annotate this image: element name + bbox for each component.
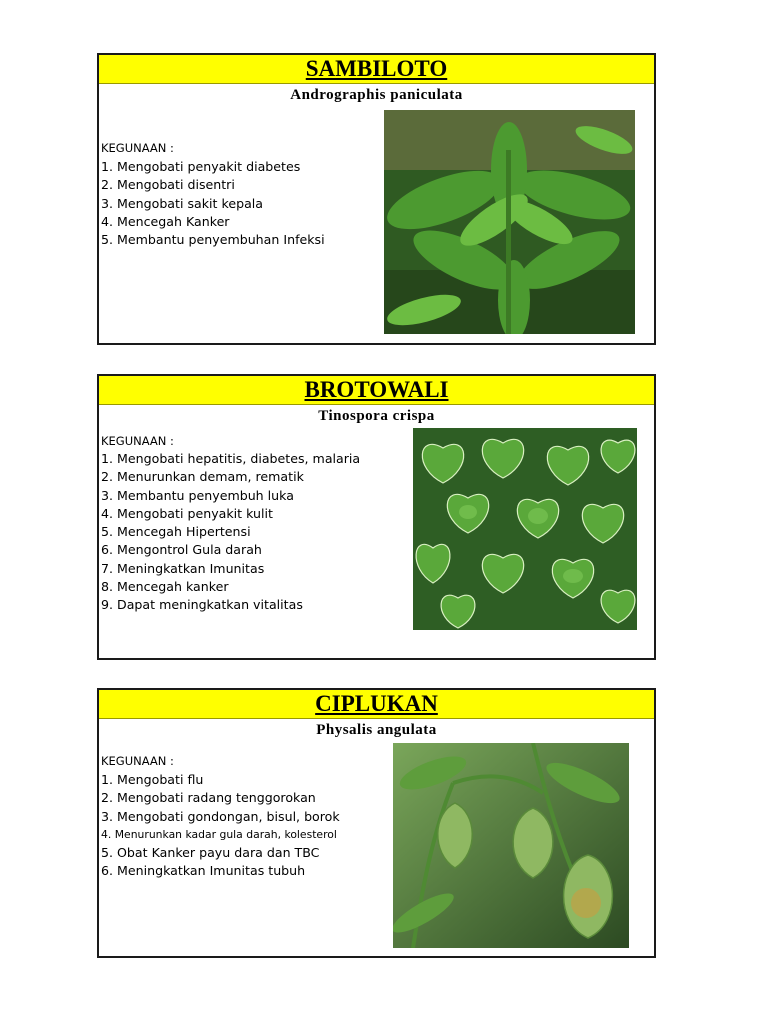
list-item: 9. Dapat meningkatkan vitalitas <box>101 597 303 613</box>
list-item: 7. Meningkatkan Imunitas <box>101 560 265 576</box>
uses-list <box>101 771 340 881</box>
card-title: BROTOWALI <box>99 376 654 405</box>
uses-list <box>101 450 360 615</box>
card-ciplukan <box>97 688 656 958</box>
uses-list <box>101 158 325 249</box>
list-item: 1. Mengobati flu <box>101 772 204 787</box>
list-item: 4. Mencegah Kanker <box>101 213 230 229</box>
uses-heading: KEGUNAAN : <box>101 754 174 768</box>
uses-heading: KEGUNAAN : <box>101 434 174 448</box>
list-item: 6. Meningkatkan Imunitas tubuh <box>101 863 306 879</box>
list-item: 5. Obat Kanker payu dara dan TBC <box>101 845 320 861</box>
list-item: 1. Mengobati hepatitis, diabetes, malaria <box>101 451 361 466</box>
latin-name: Tinospora crispa <box>318 408 435 424</box>
list-item: 4. Mengobati penyakit kulit <box>101 505 273 521</box>
list-item: 4. Menurunkan kadar gula darah, kolesterol <box>101 827 337 841</box>
list-item: 6. Mengontrol Gula darah <box>101 542 262 558</box>
card-brotowali <box>97 374 656 660</box>
list-item: 3. Membantu penyembuh luka <box>101 487 294 503</box>
list-item: 3. Mengobati sakit kepala <box>101 195 263 211</box>
list-item: 3. Mengobati gondongan, bisul, borok <box>101 808 340 824</box>
list-item: 2. Mengobati disentri <box>101 177 235 193</box>
list-item: 5. Mencegah Hipertensi <box>101 524 251 540</box>
andrographis-plant-photo <box>384 110 635 334</box>
card-title: SAMBILOTO <box>99 55 654 84</box>
list-item: 8. Mencegah kanker <box>101 579 229 595</box>
list-item: 2. Menurunkan demam, rematik <box>101 469 304 485</box>
uses-heading: KEGUNAAN : <box>101 141 174 155</box>
list-item: 2. Mengobati radang tenggorokan <box>101 790 316 806</box>
card-title: CIPLUKAN <box>99 690 654 719</box>
tinospora-leaves-photo <box>413 428 637 630</box>
list-item: 5. Membantu penyembuhan Infeksi <box>101 232 325 248</box>
list-item: 1. Mengobati penyakit diabetes <box>101 159 301 174</box>
physalis-fruit-photo <box>393 743 629 948</box>
latin-name: Andrographis paniculata <box>290 87 463 103</box>
card-sambiloto <box>97 53 656 345</box>
latin-name: Physalis angulata <box>316 722 437 738</box>
